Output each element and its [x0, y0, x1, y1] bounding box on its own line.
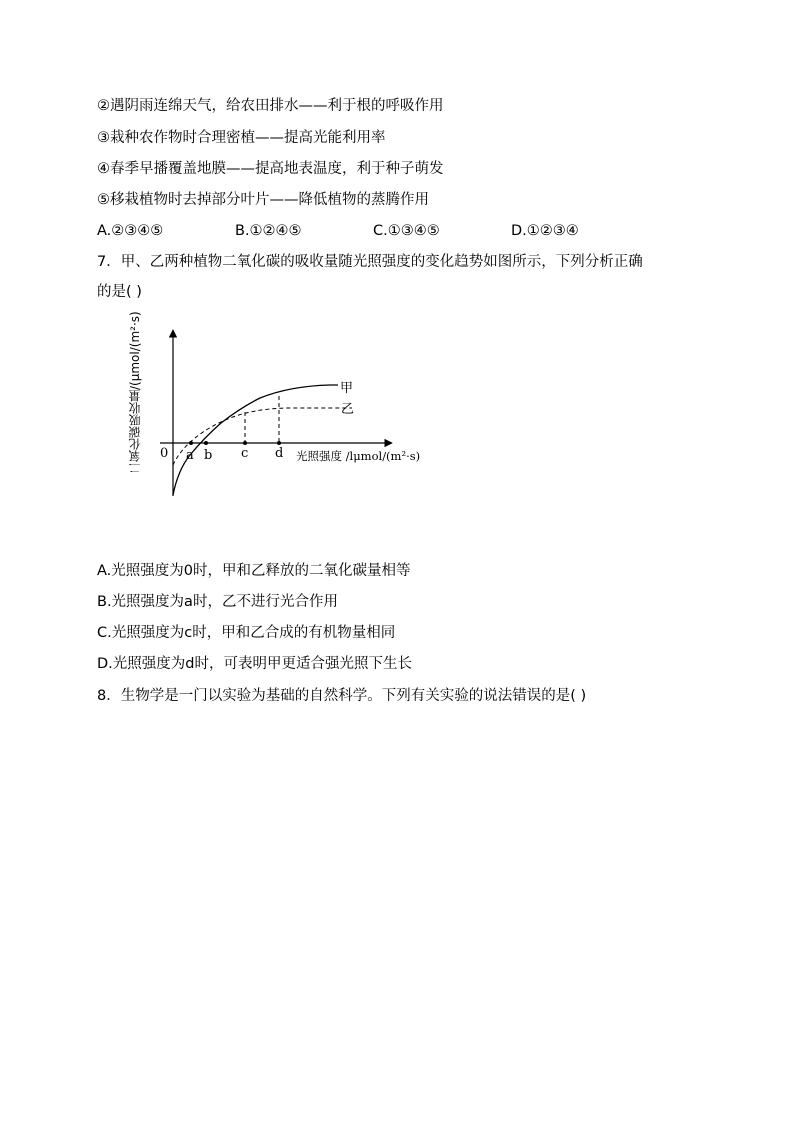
point-d-label: d	[275, 446, 284, 461]
q7-option-d: D.光照强度为d时，可表明甲更适合强光照下生长	[97, 656, 412, 672]
q6-option-d: D.①②③④	[511, 223, 579, 239]
figure-y-axis-label: 二氧化碳吸收量/(μmol/(m²·s)	[128, 311, 142, 474]
point-c	[243, 441, 247, 445]
prev-item-3: ③栽种农作物时合理密植——提高光能利用率	[97, 130, 386, 146]
prev-item-5: ⑤移栽植物时去掉部分叶片——降低植物的蒸腾作用	[97, 192, 429, 208]
q7-option-c: C.光照强度为c时，甲和乙合成的有机物量相同	[97, 625, 396, 641]
q7-option-b: B.光照强度为a时，乙不进行光合作用	[97, 594, 338, 610]
q8-stem: 8．生物学是一门以实验为基础的自然科学。下列有关实验的说法错误的是( )	[97, 688, 587, 704]
q7-option-a: A.光照强度为0时，甲和乙释放的二氧化碳量相等	[97, 563, 411, 579]
curve-jia-label: 甲	[340, 381, 354, 396]
q7-stem-line1: 7．甲、乙两种植物二氧化碳的吸收量随光照强度的变化趋势如图所示，下列分析正确	[97, 254, 643, 270]
q7-stem-line2: 的是( )	[97, 284, 142, 300]
point-c-label: c	[241, 446, 249, 461]
prev-item-2: ②遇阴雨连绵天气，给农田排水——利于根的呼吸作用	[97, 98, 444, 114]
point-d	[277, 441, 281, 445]
q6-option-c: C.①③④⑤	[373, 223, 440, 239]
curve-yi-label: 乙	[341, 402, 355, 417]
point-b-label: b	[204, 448, 213, 463]
co2-light-figure	[120, 311, 470, 510]
q6-option-a: A.②③④⑤	[97, 223, 164, 239]
point-a	[189, 441, 193, 445]
q6-options	[97, 221, 717, 241]
curve-jia	[173, 385, 338, 495]
point-b	[204, 441, 208, 445]
q6-option-b: B.①②④⑤	[235, 223, 302, 239]
origin-label: 0	[160, 446, 169, 461]
x-axis-label: 光照强度 /lμmol/(m²·s)	[296, 449, 421, 463]
point-a-label: a	[186, 448, 194, 463]
prev-item-4: ④春季早播覆盖地膜——提高地表温度，利于种子萌发	[97, 161, 444, 177]
